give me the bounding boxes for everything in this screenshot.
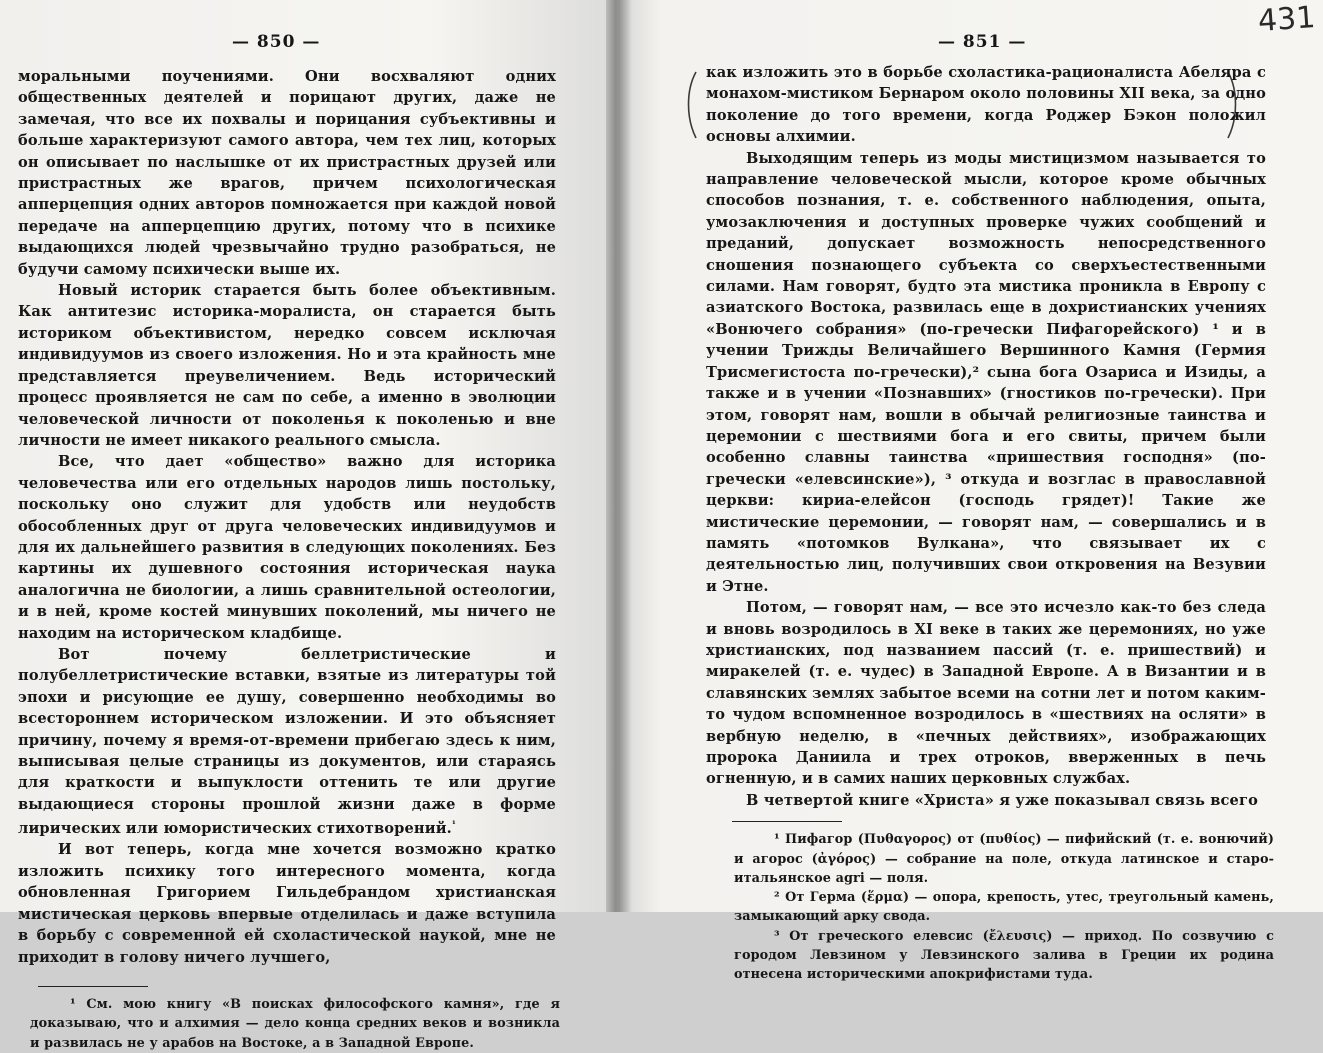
left-page-body bbox=[18, 66, 560, 1053]
page-number-right: — 851 — bbox=[938, 32, 1027, 52]
footnotes-right bbox=[734, 830, 1274, 984]
footnote: ² От Герма (ἕρμα) — опора, крепость, утес, треугольный камень, замыкающий арку свода. bbox=[734, 890, 1274, 925]
page-shadow bbox=[618, 0, 632, 912]
footnote: ³ От греческого елевсис (ἔλευσις) — приход. По созвучию с городом Левзином у Левзинского залива в Греции их родина отнесена историческими апокрифистами туда. bbox=[734, 928, 1274, 983]
paragraph: Все, что дает «общество» важно для историка человечества или его отдельных народов лишь постольку, поскольку оно служит для удобств или неудобств обособленных друг от друга человеческих индивидуумов и для их дальнейшего развития в следующих поколениях. Без картины их душевного состояния историческая наука аналогична не биологии, а лишь сравнительной остеологии, и в ней, кроме костей минувших поколений, мы ничего не находим на историческом кладбище. bbox=[18, 453, 556, 642]
paragraph: В четвертой книге «Христа» я уже показывал связь всего bbox=[746, 791, 1258, 809]
right-page bbox=[618, 0, 1323, 983]
footnote: ¹ См. мою книгу «В поисках философского камня», где я доказываю, что и алхимия — дело конца средних веков и возникла и развилась не у арабов на Востоке, а в Западной Европе. bbox=[30, 996, 560, 1051]
footnote-divider bbox=[38, 986, 148, 987]
footnotes-left bbox=[30, 995, 560, 1053]
left-page bbox=[0, 0, 614, 1051]
page-number-left: — 850 — bbox=[232, 32, 321, 52]
handwritten-page-note: 431 bbox=[1256, 0, 1317, 39]
footnote: ¹ Пифагор (Πυθαγορος) от (πυθίος) — пифийский (т. е. вонючий) и агорос (ἀγόρος) — собрание на поле, откуда латинское и старо-итальянское agri — поля. bbox=[734, 832, 1274, 886]
paragraph bbox=[18, 644, 556, 840]
paragraph: Новый историк старается быть более объективным. Как антитезис историка-моралиста, он старается быть историком объективистом, нередко совсем исключая индивидуумов из своего изложения. Но и эта крайность мне представляется преувеличением. Ведь исторический процесс проявляется не сам по себе, а именно в эволюции человеческой личности от поколенья к поколенью и вне личности не имеет никакого реального смысла. bbox=[18, 282, 556, 449]
pencil-bracket-left bbox=[680, 70, 700, 140]
paragraph: как изложить это в борьбе схоластика-рационалиста Абеляра с монахом-мистиком Бернаром около половины XII века, за одно поколение до того времени, когда Роджер Бэкон положил основы алхимии. bbox=[706, 64, 1266, 146]
paragraph: И вот теперь, когда мне хочется возможно кратко изложить психику того интересного момента, когда обновленная Григорием Гильдебрандом христианская мистическая церковь впервые отделилась и даже вступила в борьбу с современной ей схоластической наукой, мне не приходит в голову ничего лучшего, bbox=[18, 841, 556, 966]
footnote-divider bbox=[732, 821, 842, 822]
footnote-reference: ¹ bbox=[451, 820, 457, 831]
paragraph: Потом, — говорят нам, — все это исчезло как-то без следа и вновь возродилось в XI веке в таких же церемониях, но уже христианских, под названием пассий (т. е. пришествий) и миракелей (т. е. чудес) в Западной Европе. А в Византии и в славянских землях забытое всеми на сотни лет и потом каким-то чудом вспомненное возродилось в «шествиях на осляти» в вербную неделю, в «печных действиях», изображающих пророка Даниила и трех отроков, вверженных в печь огненную, и в самих наших церковных службах. bbox=[706, 599, 1266, 788]
right-page-body bbox=[706, 62, 1274, 985]
paragraph: моральными поучениями. Они восхваляют одних общественных деятелей и порицают других, даже не замечая, что все их похвалы и порицания субъективны и больше характеризуют самого автора, чем тех лиц, которых он описывает по наслышке от их пристрастных друзей или пристрастных же врагов, причем психологическая апперцепция одних авторов помножается при каждой новой передаче на апперцепцию других, потому что в психике выдающихся людей чрезвычайно трудно разобраться, не будучи самому психически выше их. bbox=[18, 68, 556, 278]
paragraph: Выходящим теперь из моды мистицизмом называется то направление человеческой мысли, которое кроме обычных способов познания, т. е. собственного наблюдения, опыта, умозаключения и доступных проверке чужих сообщений и преданий, допускает возможность непосредственного сношения познающего субъекта со сверхъестественными силами. Нам говорят, будто эта мистика проникла в Европу с азиатского Востока, развилась еще в дохристианских учениях «Вонючего собрания» (по-гречески Пифагорейского) ¹ и в учении Трижды Величайшего Вершинного Камня (Гермия Трисмегистоста по-гречески),² сына бога Озариса и Изиды, а также и в учении «Познавших» (гностиков по-гречески). При этом, говорят нам, вошли в обычай религиозные таинства и церемонии с шествиями бога и его свиты, причем были особенно славны таинства «пришествия господня» (по-гречески «елевсинские»), ³ откуда и возглас в православной церкви: кириа-елейсон (господь грядет)! Такие же мистические церемонии, — говорят нам, — совершались и в память «потомков Вулкана», что связывает их с деятельностью лиц, получивших свои откровения на Везувии и Этне. bbox=[706, 149, 1266, 595]
paragraph-text: Вот почему беллетристические и полубеллетристические вставки, взятые из литературы той эпохи и рисующие ее душу, совершенно необходимы во всестороннем историческом изложении. И это объясняет причину, почему я время-от-времени прибегаю здесь к ним, выписывая целые страницы из документов, или стараясь для краткости и выпуклости оттенить те или другие выдающиеся стороны прошлой жизни даже в форме лирических или юмористических стихотворений. bbox=[18, 645, 556, 838]
